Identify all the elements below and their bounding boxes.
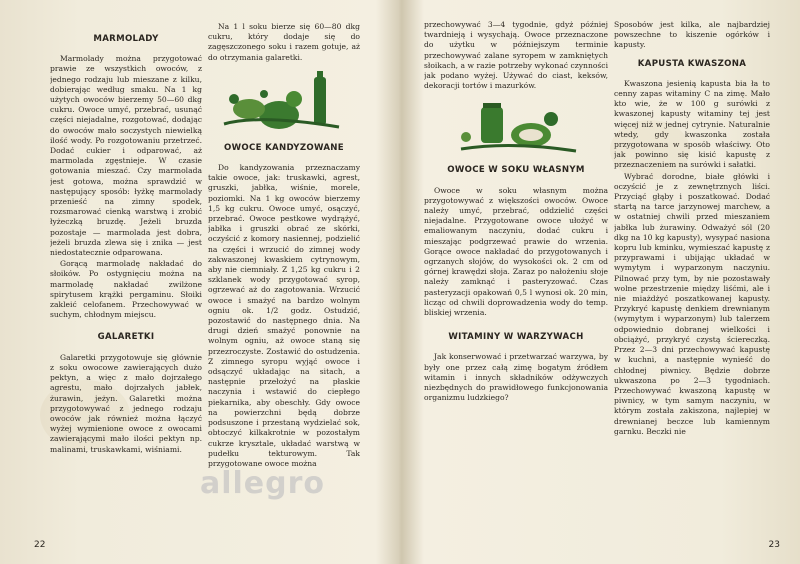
page-number: 22	[34, 540, 46, 550]
paragraph: Do kandyzowania przeznaczamy takie owoce, jak: truskawki, agrest, gruszki, jabłka, wiśnie, morele, poziomki. Na 1 kg owoców bierzemy 1,5 kg cukru. Owoce umyć, osączyć, przebrać. Owoce pestkowe wydrążyć, jabłka i gruszki obrać ze skórki, oczyścić z komory nasiennej, podzielić na części i wrzucić do zimnej wody zakwaszonej kwaskiem cytrynowym, aby nie ciemniały. Z 1,25 kg cukru i 2 szklanek wody przygotować syrop, ogrzewać aż do zagotowania. Wrzucić owoce i smażyć na bardzo wolnym ogniu ok. 1/2 godz. Ostudzić, pozostawić do następnego dnia. Na drugi dzień smażyć ponownie na wolnym ogniu, aż owoce staną się przezroczyste. Zostawić do ostudzenia. Z zimnego syropu wyjąć owoce i odsączyć układając na sitach, a następnie przełożyć na płaskie naczynia i wstawić do ciepłego piekarnika, aby obeschły. Gdy owoce na powierzchni będą dobrze podsuszone i przestaną wydzielać sok, obtoczyć kilkakrotnie w pozostałym cukrze krysztale, układać warstwą w pudełku tekturowym. Tak przygotowane owoce można	[208, 163, 360, 468]
paragraph: Galaretki przygotowuje się głównie z soku owocowe zawierających dużo pektyn, a więc z mało dojrzałego agrestu, mało dojrzałych jabłek, żurawin, jeżyn. Galaretki można przygotowywać z jednego rodzaju owoców jak również można łączyć wyżej wymienione owoce z owocami zawierającymi mało ilości pektyn np. malinami, truskawkami, wiśniami.	[50, 352, 202, 454]
heading-witaminy-w-warzywach: WITAMINY W WARZYWACH	[448, 332, 584, 343]
paragraph: przechowywać 3—4 tygodnie, gdyż później twardnieją i wysychają. Owoce przeznaczone do użytku w późniejszym terminie przechowywać zalane syropem w zamkniętych słoikach, a w razie potrzeby wykonać czynności jak podano wyżej. Używać do ciast, keksów, dekoracji tortów i mazurków.	[424, 20, 608, 91]
paragraph: Marmolady można przygotować prawie ze wszystkich owoców, z jednego rodzaju lub mieszane z kilku, dobierając według smaku. Na 1 kg użytych owoców bierzemy 50—60 dkg cukru. Owoce umyć, przebrać, usunąć części niejadalne, rozgotować, dodając do owoców mało soczystych niewielką ilość wody. Po rozgotowaniu przetrzeć. Dodać cukier i odparować, aż marmolada zgęstnieje. W czasie gotowania mieszać. Czy marmolada jest gotowa, można sprawdzić w następujący sposób: łyżkę marmolady przenieść na zimny spodek, rozsmarować cienką warstwą i zrobić łyżeczką bruzdę. Jeżeli bruzda pozostaje — marmolada jest dobra, jeżeli bruzda zlewa się i znika — jest niedostatecznie odparowana.	[50, 54, 202, 258]
heading-galaretki: GALARETKI	[97, 332, 155, 343]
left-page-column-2	[208, 22, 360, 522]
paragraph: Na 1 l soku bierze się 60—80 dkg cukru, który dodaje się do zagęszczonego soku i razem gotuje, aż do otrzymania galaretki.	[208, 22, 360, 62]
page-number: 23	[768, 540, 780, 550]
paragraph: Gorącą marmoladę nakładać do słoików. Po ostygnięciu można na marmoladę nakładać zwilżone spirytusem krążki pergaminu. Słoiki zakleić celofanem. Przechowywać w suchym, chłodnym miejscu.	[50, 259, 202, 320]
paragraph: Sposobów jest kilka, ale najbardziej powszechne to kiszenie ogórków i kapusty.	[614, 20, 770, 50]
heading-owoce-kandyzowane: OWOCE KANDYZOWANE	[224, 142, 344, 153]
paragraph: Owoce w soku własnym można przygotowywać z większości owoców. Owoce należy umyć, przebrać, oddzielić części niejadalne. Przygotowane owoce ułożyć w emaliowanym naczyniu, dodać cukru i mieszając podgrzewać prawie do wrzenia. Gorące owoce nakładać do przygotowanych i ogrzanych słojów, do wysokości ok. 2 cm od górnej krawędzi słoja. Zaraz po nałożeniu słoje należy zamknąć i pasteryzować. Czas pasteryzacji opakowań 0,5 l wynosi ok. 20 min, licząc od chwili doprowadzenia wody do temp. bliskiej wrzenia.	[424, 185, 608, 318]
left-page-column-1	[50, 22, 202, 522]
paragraph: Kwaszona jesienią kapusta bia ła to cenny zapas witaminy C na zimę. Mało kto wie, że w 100 g surówki z kwaszonej kapusty witaminy tej jest więcej niż w jednej cytrynie. Naturalnie wtedy, gdy kwaszonka została przygotowana w sposób właściwy. Oto jak powinno się kisić kapustę z przeznaczeniem na surówki i sałatki.	[614, 78, 770, 170]
fruit-jar-illustration	[219, 69, 349, 139]
paragraph: Jak konserwować i przetwarzać warzywa, by były one przez całą zimę bogatym źródłem witamin i innych składników odżywczych niezbędnych do prawidłowego funkcjonowania organizmu ludzkiego?	[424, 352, 608, 403]
paragraph: Wybrać dorodne, białe główki i oczyścić je z zewnętrznych liści. Przyciąć głąby i poszatkować. Dodać startą na tarce jarzynowej marchew, a w ostatniej chwili przed mieszaniem jabłka lub żurawiny. Odważyć sól (20 dkg na 10 kg kapusty), wysypać nasiona kopru lub kminku, wymieszać kapustę z przyprawami i ubijając układać w wymytym i wyparzonym naczyniu. Pilnować przy tym, by nie pozostawały wolne przestrzenie między liśćmi, ale i nie miażdżyć poszatkowanej kapusty. Przykryć kapustę denkiem drewnianym (wymytym i wyparzonym) lub talerzem odpowiednio dobranej wielkości i obciążyć, przykryć czystą ściereczką. Przez 2—3 dni przechowywać kapustę w kuchni, a następnie wynieść do chłodnej piwnicy. Będzie dobrze ukwaszona po 2—3 tygodniach. Przechowywać kwaszoną kapustę w piwnicy, w tym samym naczyniu, w którym została zakiszona, najlepiej w drewnianej beczce lub kamiennym garnku. Beczki nie	[614, 171, 770, 436]
right-page-column-2	[614, 20, 770, 520]
right-page-column-1	[424, 20, 608, 520]
heading-kapusta-kwaszona: KAPUSTA KWASZONA	[637, 58, 747, 69]
preserves-illustration	[451, 97, 581, 157]
right-page	[400, 0, 800, 564]
watermark-text: allegro	[200, 466, 326, 501]
heading-owoce-w-soku-wlasnym: OWOCE W SOKU WŁASNYM	[447, 165, 585, 176]
heading-marmolady: MARMOLADY	[93, 34, 159, 44]
